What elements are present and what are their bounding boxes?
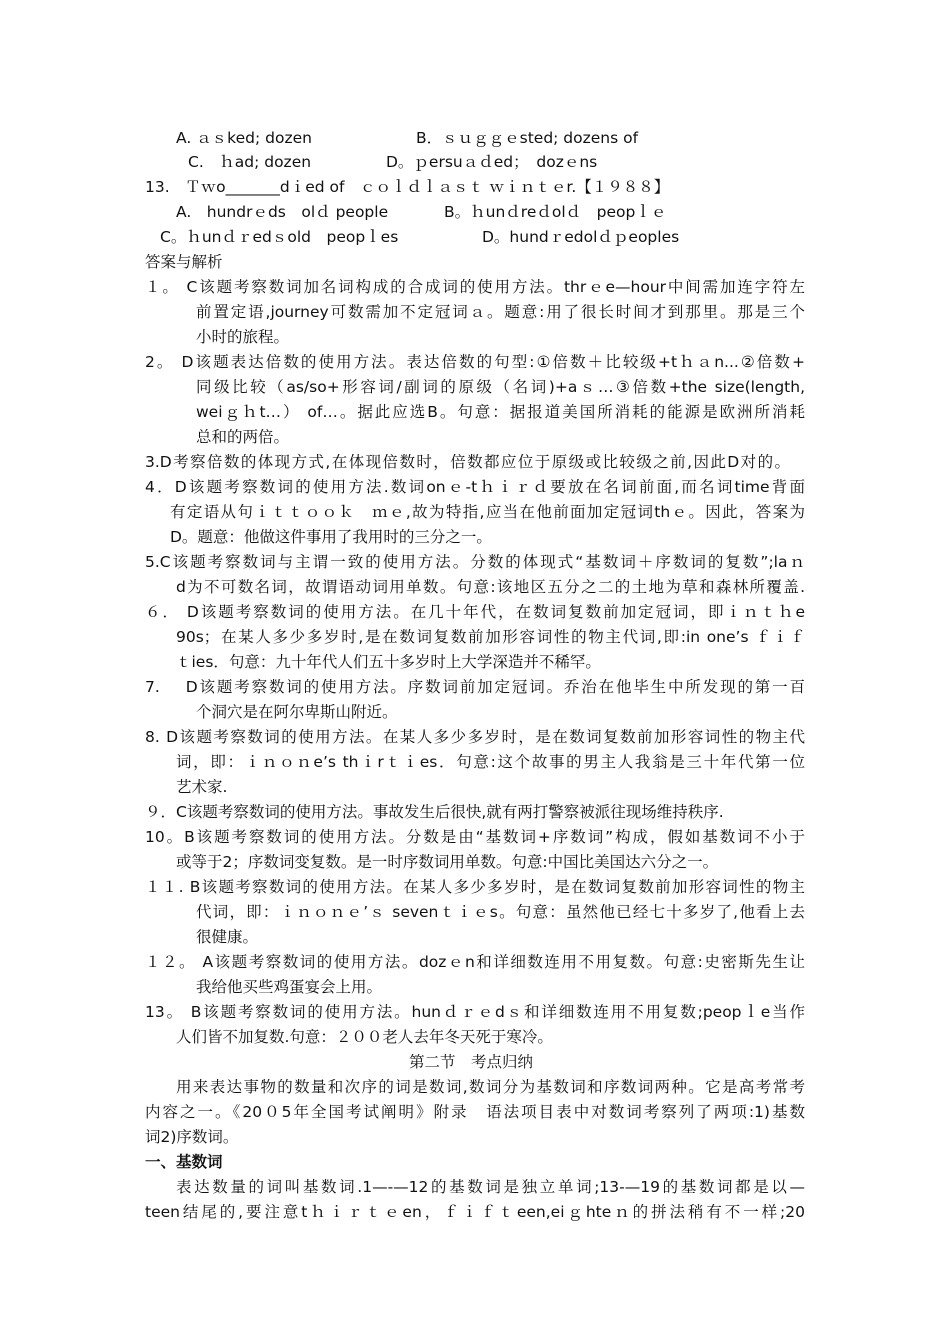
answer-10-line-2: 或等于2；序数词变复数。是一时序数词用单数。句意:中国比美国达六分之一。: [176, 853, 719, 871]
section-intro-line-3: 词2)序数词。: [145, 1128, 239, 1146]
answer-2-line-3: weiｇｈt…） of…。据此应选B。句意：据报道美国所消耗的能源是欧洲所消耗: [196, 403, 805, 421]
option-13-c: C。ｈunｄｒedｓold peopｌes: [160, 228, 399, 246]
answer-2-line-4: 总和的两倍。: [196, 428, 290, 446]
answer-6-line-3: ｔies．句意：九十年代人们五十多岁时上大学深造并不稀罕。: [176, 653, 601, 671]
option-12-a: A. ａｓked; dozen: [176, 129, 312, 147]
answer-12-line-2: 我给他买些鸡蛋宴会上用。: [196, 978, 383, 996]
answer-13-line-1: 13。 B该题考察数词的使用方法。hunｄｒｅdｓ和详细数连用不用复数;peopｌe当作: [145, 1003, 805, 1021]
answer-5-line-2: d为不可数名词，故谓语动词用单数。句意:该地区五分之二的土地为草和森林所覆盖.: [176, 578, 805, 596]
answer-7-line-2: 个洞穴是在阿尔卑斯山附近。: [196, 703, 398, 721]
answers-heading: 答案与解析: [145, 253, 223, 271]
option-12-c: C. ｈad; dozen: [188, 153, 312, 171]
answer-8-line-3: 艺术家.: [176, 778, 228, 796]
section-intro-line-2: 内容之一。《20０5年全国考试阐明》附录 语法项目表中对数词考察列了两项:1)基数: [145, 1103, 805, 1121]
answer-4-line-1: 4．D该题考察数词的使用方法.数词onｅ-tｈｉｒｄ要放在名词前面,而名词time背面: [145, 478, 805, 496]
answer-3-line-1: 3.D考察倍数的体现方式,在体现倍数时，倍数都应位于原级或比较级之前,因此D对的。: [145, 453, 790, 471]
answer-11-line-1: １１. B该题考察数词的使用方法。在某人多少多岁时，是在数词复数前加形容词性的物主: [145, 878, 805, 896]
option-12-b: B．ｓｕｇｇｅsted; dozens of: [416, 129, 639, 147]
heading-cardinal-numerals: 一、基数词: [145, 1153, 223, 1171]
option-13-a: A. hundrｅds olｄ people: [176, 203, 389, 221]
answer-8-line-1: 8. D该题考察数词的使用方法。在某人多少多岁时，是在数词复数前加形容词性的物主代: [145, 728, 805, 746]
answer-6-line-1: ６． D该题考察数词的使用方法。在几十年代，在数词复数前加定冠词，即ｉｎｔｈe: [145, 603, 805, 621]
answer-10-line-1: 10。B该题考察数词的使用方法。分数是由“基数词+序数词”构成，假如基数词不小于: [145, 828, 805, 846]
answer-2-line-2: 同级比较（as/so+形容词/副词的原级（名词)+aｓ…③倍数+the size(length,: [196, 378, 805, 396]
section-title: 第二节 考点归纳: [409, 1053, 534, 1071]
answer-5-line-1: 5.C该题考察数词与主谓一致的使用方法。分数的体现式“基数词＋序数词的复数”;laｎ: [145, 553, 805, 571]
answer-12-line-1: １２。 A该题考察数词的使用方法。dozｅn和详细数连用不用复数。句意:史密斯先生让: [145, 953, 805, 971]
answer-1-line-1: １。 C该题考察数词加名词构成的合成词的使用方法。thrｅe—hour中间需加连字符左: [145, 278, 805, 296]
answer-4-line-3: D。题意：他做这件事用了我用时的三分之一。: [170, 528, 492, 546]
answer-9-line-1: ９．C该题考察数词的使用方法。事故发生后很快,就有两打警察被派往现场维持秩序.: [145, 803, 724, 821]
option-13-b: B。ｈunｄreｄolｄ peopｌｅ: [444, 203, 667, 221]
answer-6-line-2: 90s；在某人多少多岁时,是在数词复数前加形容词性的物主代词,即:in one’s ｆｉｆ: [176, 628, 805, 646]
answer-8-line-2: 词，即：ｉｎｏｎe’s thｉrｔｉes．句意:这个故事的男主人我翁是三十年代第一位: [176, 753, 805, 771]
answer-2-line-1: 2。 D该题表达倍数的使用方法。表达倍数的句型:①倍数＋比较级+tｈａn...②倍数+: [145, 353, 805, 371]
answer-1-line-2: 前置定语,journey可数需加不定冠词ａ。题意:用了很长时间才到那里。那是三个: [196, 303, 805, 321]
answer-11-line-3: 很健康。: [196, 928, 259, 946]
option-13-d: D。hundｒedolｄｐeoples: [482, 228, 680, 246]
paragraph-1-line-2: teen结尾的,要注意tｈｉｒｔｅen，ｆｉｆｔeen,eiｇhteｎ的拼法稍有不一样;20: [145, 1203, 805, 1221]
paragraph-1-line-1: 表达数量的词叫基数词.1—-—12的基数词是独立单词;13-—19的基数词都是以—: [176, 1178, 805, 1196]
answer-11-line-2: 代词，即：ｉｎｏｎｅ’ｓ sevenｔｉｅs。句意：虽然他已经七十多岁了,他看上去: [196, 903, 805, 921]
question-13-stem: 13. Ｔｗo_______dｉed of ｃｏｌｄｌａｓｔ ｗｉｎｔｅr.【１９８８】: [145, 178, 670, 196]
section-intro-line-1: 用来表达事物的数量和次序的词是数词,数词分为基数词和序数词两种。它是高考常考: [176, 1078, 805, 1096]
option-12-d: D。ｐersuａｄed； dozｅns: [386, 153, 598, 171]
answer-7-line-1: 7. D该题考察数词的使用方法。序数词前加定冠词。乔治在他毕生中所发现的第一百: [145, 678, 805, 696]
answer-13-line-2: 人们皆不加复数.句意：２００老人去年冬天死于寒冷。: [176, 1028, 553, 1046]
answer-4-line-2: 有定语从句ｉｔｔｏｏｋ ｍｅ,故为特指,应当在他前面加定冠词thｅ。因此，答案为: [170, 503, 805, 521]
answer-1-line-3: 小时的旅程。: [196, 328, 290, 346]
